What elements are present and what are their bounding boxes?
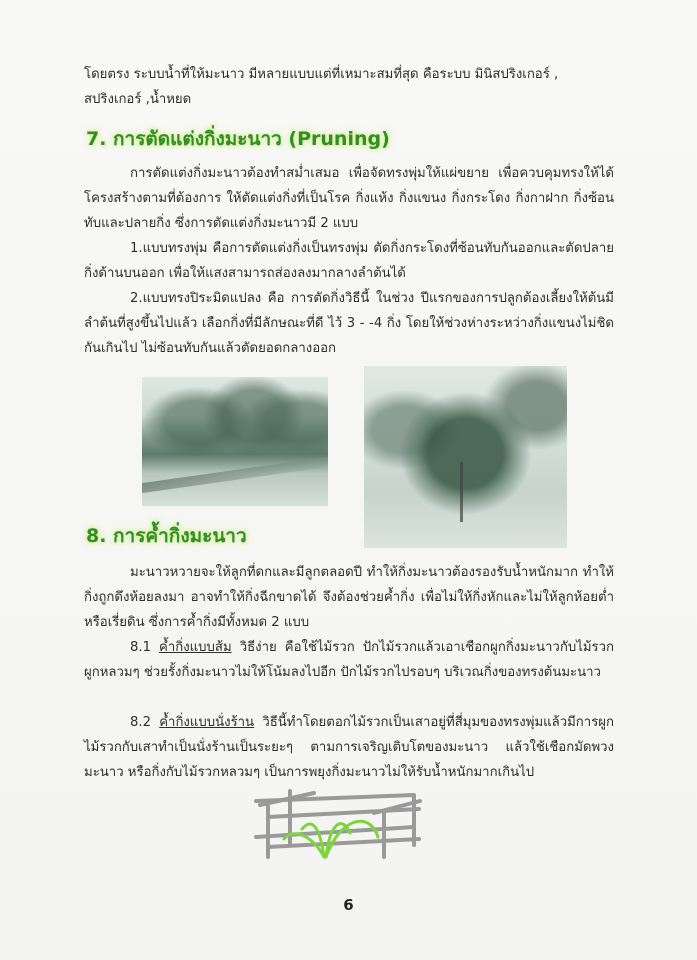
section-8-paragraph: มะนาวหวายจะให้ลูกที่ดกและมีลูกตลอดปี ทำให้กิ่งมะนาวต้องรองรับน้ำหนักมาก ทำให้กิ่งถูกดึงห้อยลงมา อาจทำให้กิ่งฉีกขาดได้ จึงต้องช่วยค้ำกิ่ง เพื่อไม่ให้กิ่งหักและไม่ให้ลูกห้อยต่ำหรือเรี่ยดิน ซึ่งการค้ำกิ่งมีทั้งหมด 2 แบบ [84,565,614,630]
section-7-heading: 7. การตัดแต่งกิ่งมะนาว (Pruning) [86,128,390,150]
lime-branches [284,821,378,857]
intro-line-2: สปริงเกอร์ ,น้ำหยด [84,92,192,107]
intro-line-1: โดยตรง ระบบน้ำที่ให้มะนาว มีหลายแบบแต่ที่เหมาะสมที่สุด คือระบบ มินิสปริงเกอร์ , [84,67,559,82]
pruning-type-2: 2.แบบทรงปิระมิดแปลง คือ การตัดกิ่งวิธีนี้ ในช่วง ปีแรกของการปลูกต้องเลี้ยงให้ต้นมีลำต้นที่สูงขึ้นไปแล้ว เลือกกิ่งที่มีลักษณะที่ดี ไว้ 3 - -4 กิ่ง โดยให้ช่วงห่างระหว่างกิ่งแขนงไม่ชิดกันเกินไป ไม่ซ้อนทับกันแล้วตัดยอดกลางออก [84,291,614,356]
support-type-2-term: ค้ำกิ่งแบบนั่งร้าน [159,715,255,730]
lime-orchard-photo [142,377,328,506]
support-type-1-term: ค้ำกิ่งแบบส้ม [159,640,232,655]
section-7-paragraph: การตัดแต่งกิ่งมะนาวต้องทำสม่ำเสมอ เพื่อจัดทรงพุ่มให้แผ่ขยาย เพื่อควบคุมทรงให้ได้โครงสร้างตามที่ต้องการ ให้ตัดแต่งกิ่งที่เป็นโรค กิ่งแห้ง กิ่งแขนง กิ่งกระโดง กิ่งกาฝาก กิ่งซ้อนทับและปลายกิ่ง ซึ่งการตัดแต่งกิ่งมะนาวมี 2 แบบ [84,166,614,231]
page-number: 6 [343,896,354,914]
pruned-lime-tree-photo [364,366,567,548]
support-type-1-description: วิธีง่าย คือใช้ไม้รวก ปักไม้รวกแล้วเอาเชือกผูกกิ่งมะนาวกับไม้รวก ผูกหลวมๆ ช่วยรั้งกิ่งมะนาวไม่ให้โน้มลงไปอีก ปักไม้รวกไปรอบๆ บริเวณกิ่งของทรงต้นมะนาว [84,640,614,680]
pruning-type-1: 1.แบบทรงพุ่ม คือการตัดแต่งกิ่งเป็นทรงพุ่ม ตัดกิ่งกระโดงที่ซ้อนทับกันออกและตัดปลายกิ่งด้านบนออก เพื่อให้แสงสามารถส่องลงมากลางลำต้นได้ [84,241,614,281]
scaffold-support-diagram [254,787,424,861]
section-8-heading: 8. การค้ำกิ่งมะนาว [86,525,247,547]
support-type-1 [84,635,614,685]
support-type-1-number: 8.1 [130,640,160,655]
support-type-2-description: วิธีนี้ทำโดยตอกไม้รวกเป็นเสาอยู่ที่สี่มุมของทรงพุ่มแล้วมีการผูกไม้รวกกับเสาทำเป็นนั่งร้านเป็นระยะๆ ตามการเจริญเติบโตของมะนาว แล้วใช้เชือกมัดพวงมะนาว หรือกิ่งกับไม้รวกหลวมๆ เป็นการพยุงกิ่งมะนาวไม่ให้รับน้ำหนักมากเกินไป [84,715,614,780]
support-type-2-number: 8.2 [130,715,160,730]
support-type-2 [84,710,614,785]
